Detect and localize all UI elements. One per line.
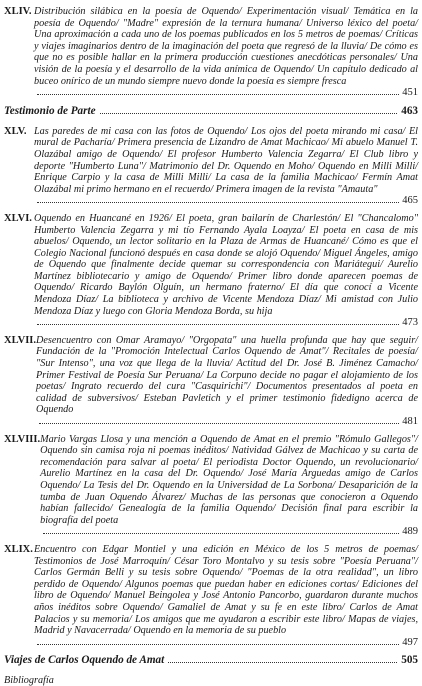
entry-body <box>34 6 418 99</box>
entry-text: Encuentro con Edgar Montiel y una edición en México de los 5 metros de poemas/ Testimonios de José Marroquín/ César Toro Montalvo y su tesis sobre "Poesía Peruana"/ Carlos Germán Belli y su tesis sobre Oquendo/ "Poemas de la otra realidad", un libro perdido de Oquendo/ Algunos poemas que puedan haber en ediciones cortas/ Ediciones del libro de Oquendo/ Manuel Beingolea y José Antonio Pancorbo, guardaron durante muchos años inéditos sobre Oquendo/ Gamaliel de Amat y su fe en este libro/ Carlos de Amat Palacios y su memoria/ Los amigos que me ayudaron a escribir este libro/ Mapas de viajes, Madrid y Navacerrada/ Oquendo en la memoria de su pueblo <box>34 543 418 637</box>
toc-entry-xlviii <box>4 434 418 538</box>
section-page: 463 <box>401 104 418 117</box>
entry-text: Desencuentro con Omar Aramayo/ "Orgopata" una huella profunda que hay que seguir/ Fundación de la "Promoción Intelectual Carlos Oquendo de Amat"/ Recitales de poesía/ "Sur Intenso", una voz que llega de la lluvia/ Actitud del Dr. José B. Jiménez Camacho/ Primer Festival de Poesía Sur Peruana/ La Corpuno decide no pagar el alojamiento de los poetas/ Ingrato recuerdo del cura "Casquirichi"/ Documentos presentados al poeta en calidad de subversivos/ Esteban Pavletich y el primer testimonio fidedigno acerca de Oquendo <box>36 334 418 416</box>
entry-page: 497 <box>402 636 418 648</box>
entry-leader <box>36 416 418 428</box>
entry-body <box>34 544 418 648</box>
entry-page: 473 <box>402 317 418 329</box>
section-page: 505 <box>401 654 418 667</box>
toc-entry-xlix <box>4 544 418 648</box>
entry-page: 451 <box>402 87 418 99</box>
entry-page: 489 <box>402 526 418 538</box>
entry-body <box>34 213 418 329</box>
entry-text: Las paredes de mi casa con las fotos de Oquendo/ Los ojos del poeta mirando mi casa/ El mural de Pacharía/ Primera presencia de Lizandro de Amat Machicao/ Mi abuelo Manuel T. Olazábal amigo de Oquendo/ El profesor Humberto Valencia Zegarra/ El Club libro y deporte "Humberto Luna"/ Matrimonio del Dr. Oquendo en Moho/ Oquendo en Milli Milli/ Enrique Carpio y la casa de Milli Milli/ La casa de la familia Machicao/ Fermín Amat Olazábal mi primo hermano en el recuerdo/ Primera imagen de la revista "Amauta" <box>34 125 418 195</box>
toc-entry-xliv <box>4 6 418 99</box>
entry-leader <box>34 317 418 329</box>
entry-text: Mario Vargas Llosa y una mención a Oquendo de Amat en el premio "Rómulo Gallegos"/ Oquendo sin camisa roja ni poemas inéditos/ Natividad Gálvez de Machicao y su carta de recomendación para salvar al poeta/ El periodista Doctor Oquendo, un revolucionario/ Aurelio Martínez en la casa del Dr. Oquendo/ José María Arguedas amigo de Carlos Oquendo/ La Tesis del Dr. Oquendo en la Universidad de La Sorbona/ Desaparición de la tumba de Juan Oquendo Álvarez/ Muchas de las personas que conocieron a Oquendo habían fallecido/ Genealogía de la familia Oquendo/ Decisión final para escribir la biografía del poeta <box>40 433 418 526</box>
entry-number: XLVI. <box>4 212 32 224</box>
entry-number: XLIX. <box>4 543 33 555</box>
entry-body <box>36 335 418 428</box>
toc-entry-xlvi <box>4 213 418 329</box>
entry-leader <box>34 195 418 207</box>
entry-leader <box>34 637 418 649</box>
entry-text: Oquendo en Huancané en 1926/ El poeta, gran bailarín de Charlestón/ El "Chancalomo" Humberto Valencia Zegarra y mi tío Fernando Ayala Loayza/ El poeta en casa de mis abuelos/ Oquendo, un lector solitario en la Plaza de Armas de Huancané/ Cómo es que el Colegio Nacional funcionó después en casa donde se alojó Oquendo/ Miguel Ángeles, amigo de Oquendo que finalmente decide quemar su correspondencia con Mariátegui/ Aurelio Martínez bibliotecario y amigo de Oquendo/ Primer libro donde aparecen poemas de Oquendo/ Ricardo Baylón Olguín, un hermano fraterno/ El día que conocí a Vicente Mendoza Díaz/ La biblioteca y archivo de Vicente Mendoza Díaz/ Mi amistad con Julio Mendoza Díaz y luego con Gloria Mendoza Borda, su hija <box>34 212 418 317</box>
entry-page: 465 <box>402 195 418 207</box>
entry-page: 481 <box>402 416 418 427</box>
entry-body <box>40 434 418 538</box>
entry-number: XLV. <box>4 125 27 137</box>
toc-entry-xlvii <box>4 335 418 428</box>
toc-entry-xlv <box>4 126 418 207</box>
entry-text: Distribución silábica en la poesía de Oquendo/ Experimentación visual/ Temática en la poesía de Oquendo/ "Madre" expresión de la ternura humana/ Universo léxico del poeta/ Una aproximación a cada uno de los poemas publicados en los 5 metros de poemas/ Críticas y viajes imaginarios dentro de la imaginación del poeta que regresó de la lluvia/ De cómo es que no es posible hallar en la primera producción cuestiones anecdóticas personales/ Una visión de la poesía y el desarrollo de la vida anímica de Oquendo/ Un capítulo dedicado al buceo onírico de un mundo siempre nuevo donde la poesía es siempre fresca <box>34 6 418 87</box>
section-title: Viajes de Carlos Oquendo de Amat <box>4 654 165 667</box>
entry-leader <box>40 526 418 538</box>
entry-number: XLVIII. <box>4 433 41 445</box>
entry-body <box>34 126 418 207</box>
entry-number: XLVII. <box>4 334 37 346</box>
entry-leader <box>34 87 418 99</box>
section-viajes <box>4 654 418 667</box>
bibliography-heading: Bibliografía <box>4 675 54 686</box>
entry-number: XLIV. <box>4 6 32 17</box>
section-title: Testimonio de Parte <box>4 104 96 117</box>
section-testimonio <box>4 105 418 118</box>
